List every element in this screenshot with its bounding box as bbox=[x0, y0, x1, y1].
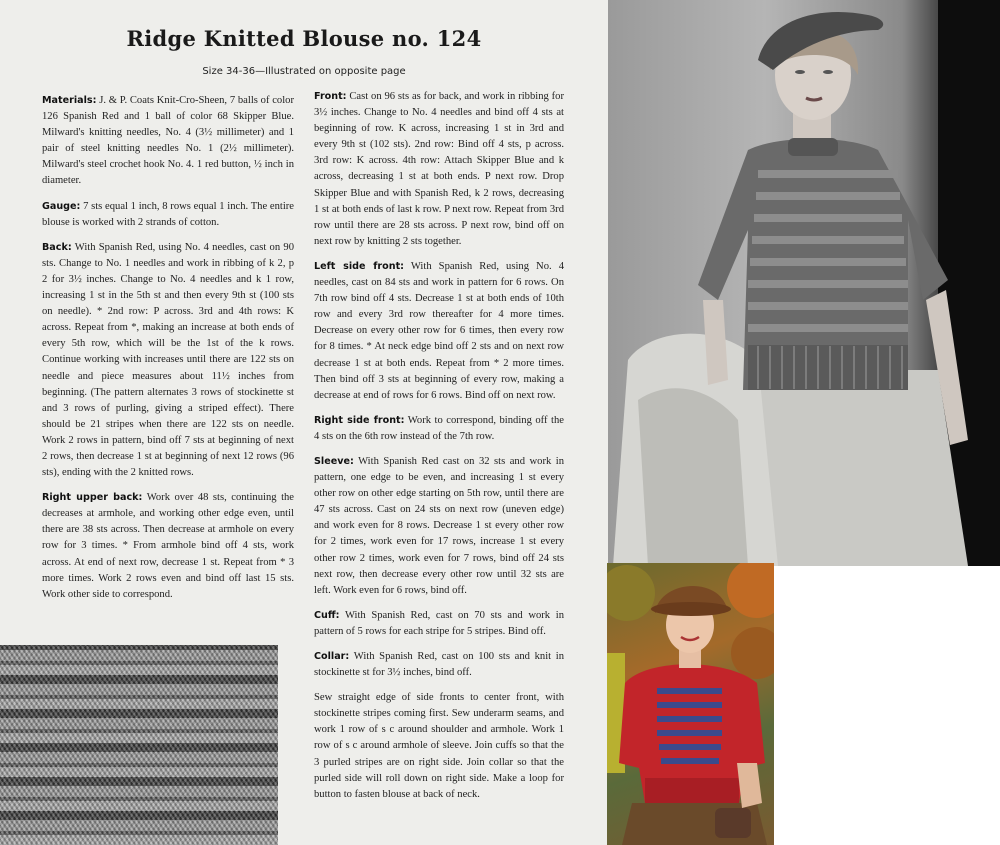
paragraph-cuff bbox=[314, 608, 564, 640]
paragraph-text: Sew straight edge of side fronts to center front, with stockinette stripes coming first. Sew underarm seams, and work 1 row of s c around shoulder and armhole. Work 1 row of s c around armhole of sleeve. Join cuffs so that the 3 purled stripes are on right side. Join collar so that the purled side will roll down on right side. Make a loop for button to fasten blouse at back of neck. bbox=[314, 692, 564, 800]
paragraph-finishing bbox=[314, 690, 564, 803]
paragraph-text: Cast on 96 sts as for back, and work in ribbing for 3½ inches. Change to No. 4 needles and bind off 4 sts at beginning of row. K across, increasing 1 st in 3rd and every 9th st (102 sts). 2nd row: Bind off 4 sts, p across. 3rd row: K across. 4th row: Attach Skipper Blue and k across, decreasing 1 st at both ends. P next row. Drop Skipper Blue and with Spanish Red, k 2 rows, decreasing 1 st at both ends of last k row. P next row. Repeat from 3rd row until there are 28 sts across. P next row, bind off on next row by knitting 2 sts together. bbox=[314, 91, 564, 247]
model-bw-illustration bbox=[608, 0, 1000, 566]
paragraph-gauge bbox=[42, 199, 294, 231]
paragraph-text: 7 sts equal 1 inch, 8 rows equal 1 inch. The entire blouse is worked with 2 strands of cotton. bbox=[42, 200, 294, 228]
paragraph-front bbox=[314, 89, 564, 250]
paragraph-label: Right side front: bbox=[314, 414, 405, 426]
paragraph-back bbox=[42, 240, 294, 481]
page-subtitle: Size 34-36—Illustrated on opposite page bbox=[202, 66, 406, 77]
paragraph-text: Work to correspond, binding off the 4 sts on the 6th row instead of the 7th row. bbox=[314, 414, 564, 442]
paragraph-right-upper-back bbox=[42, 490, 294, 603]
paragraph-text: Work over 48 sts, continuing the decreases at armhole, and working other edge even, until there are 38 sts across. Then decrease at armhole on every row for 3 times. * From armhole bind off 4 sts, work across. At end of next row, decrease 1 st. Repeat from * 3 more times. Work 2 rows even and bind off last 15 sts. Work other side to correspond. bbox=[42, 492, 295, 600]
model-photo-color bbox=[607, 563, 774, 845]
paragraph-label: Right upper back: bbox=[42, 492, 143, 504]
paragraph-text: With Spanish Red cast on 32 sts and work in pattern, one edge to be even, and increasing 1 st every other row on other edge starting on 5th row, until there are 47 sts across. Cast on 24 sts on next row (uneven edge) and work even for 8 rows. Decrease 1 st every other row for 2 times, work even for 17 rows, increase 1 st every other row 2 times, work even for 7 rows, bind off 24 sts next row, then decrease every other row until 32 sts are left. Work even for 6 rows, bind off. bbox=[314, 455, 564, 596]
model-color-illustration bbox=[607, 563, 774, 845]
knitted-swatch-image bbox=[0, 645, 278, 845]
paragraph-collar bbox=[314, 649, 564, 681]
paragraph-left-side-front bbox=[314, 259, 564, 404]
paragraph-label: Gauge: bbox=[42, 200, 81, 212]
paragraph-text: With Spanish Red, cast on 70 sts and work in pattern of 5 rows for each stripe for 5 stripes. Bind off. bbox=[314, 609, 564, 637]
paragraph-sleeve bbox=[314, 454, 564, 599]
page-title: Ridge Knitted Blouse no. 124 bbox=[126, 26, 482, 51]
paragraph-label: Left side front: bbox=[314, 260, 404, 272]
paragraph-label: Materials: bbox=[42, 95, 97, 106]
paragraph-label: Collar: bbox=[314, 651, 350, 662]
paragraph-label: Front: bbox=[314, 91, 347, 102]
paragraph-right-side-front bbox=[314, 413, 564, 445]
model-photo-bw bbox=[608, 0, 1000, 566]
paragraph-materials bbox=[42, 93, 294, 190]
instructions-column-left bbox=[42, 93, 294, 612]
paragraph-label: Sleeve: bbox=[314, 455, 354, 467]
paragraph-label: Cuff: bbox=[314, 609, 340, 621]
paragraph-text: With Spanish Red, cast on 100 sts and knit in stockinette st for 3½ inches, bind off. bbox=[314, 651, 564, 679]
paragraph-text: With Spanish Red, using No. 4 needles, cast on 84 sts and work in pattern for 6 rows. On 7th row bind off 4 sts. Decrease 1 st at both ends of 10th row and every 3rd row thereafter for 4 more times. Decrease on every other row for 6 times, then every row for 8 times. * At neck edge bind off 2 sts and on next row decrease 1 st at both ends. Repeat from * 2 more times. Then bind off 3 sts at beginning of every row, making a decrease at end of rows for 6 rows. Bind off on next row. bbox=[314, 260, 564, 401]
instructions-column-right bbox=[314, 89, 564, 812]
paragraph-label: Back: bbox=[42, 241, 72, 253]
paragraph-text: With Spanish Red, using No. 4 needles, cast on 90 sts. Change to No. 1 needles and work in ribbing of k 2, p 2 for 3½ inches. Change to No. 4 needles and k 1 row, increasing 1 st in the 5th st and then every 9th st (100 sts on needle). * 2nd row: P across. 3rd and 4th rows: K across. Repeat from *, making an increase at both ends of every 5th row, which will be the 1st of the k rows. Continue working with increases until there are 122 sts on needle and piece measures about 11½ inches from beginning. (The pattern alternates 3 rows of stockinette st and 3 rows of purling, giving a striped effect). There should be 21 stripes when there are 122 sts on needle. Work 2 rows in pattern, bind off 7 sts at beginning of next 2 rows, then decrease 1 st at beginning of next 12 rows (96 sts), ending with the 2 knitted rows. bbox=[42, 241, 294, 479]
paragraph-text: J. & P. Coats Knit-Cro-Sheen, 7 balls of color 126 Spanish Red and 1 ball of color 68 Skipper Blue. Milward's knitting needles, No. 4 (3½ millimeter) and 1 pair of steel knitting needles No. 1 (2½ millimeter). Milward's steel crochet hook No. 4. 1 red button, ½ inch in diameter. bbox=[42, 95, 294, 187]
